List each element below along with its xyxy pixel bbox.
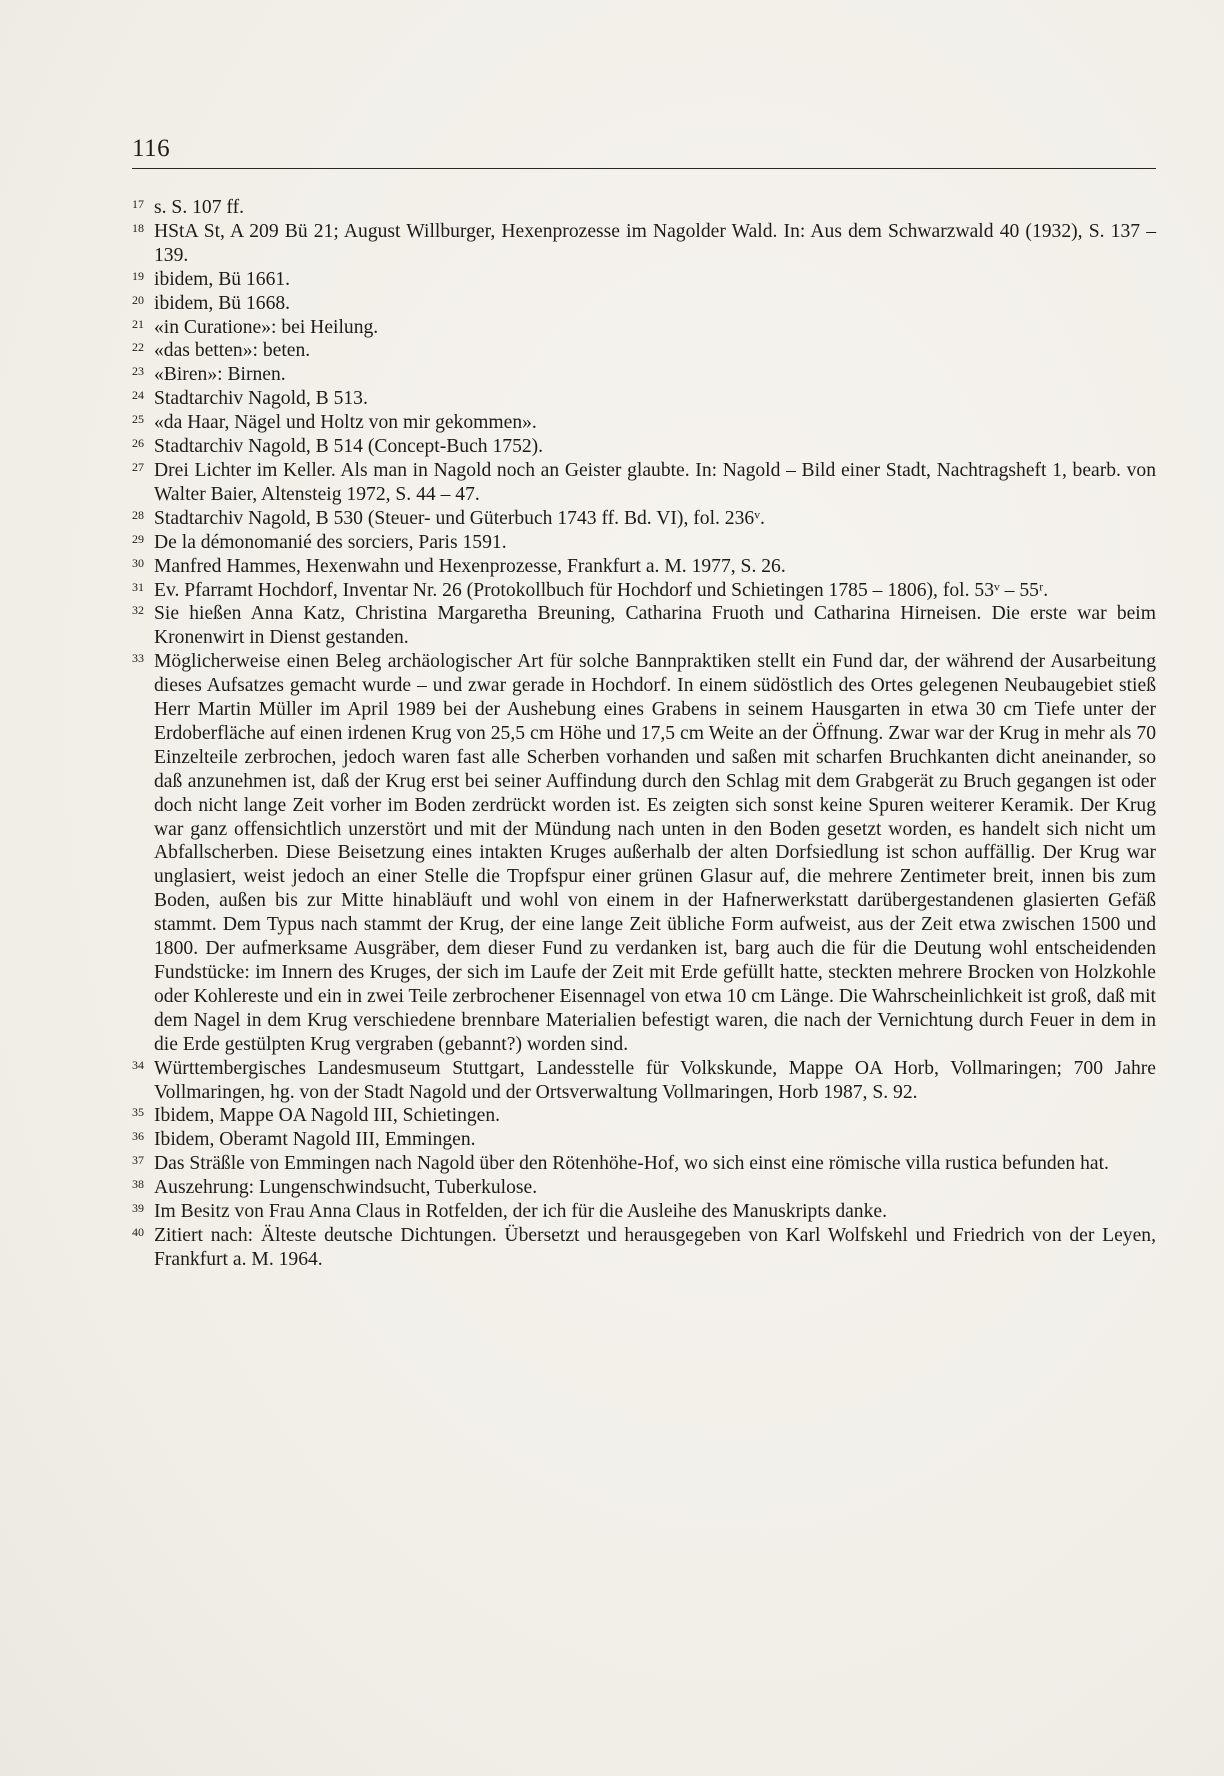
footnote-text: Ibidem, Mappe OA Nagold III, Schietingen. (154, 1105, 501, 1127)
footnote-number: 22 (132, 340, 144, 355)
footnote-31 (132, 579, 1156, 603)
footnote-number: 18 (132, 220, 144, 235)
footnote-text: Ibidem, Oberamt Nagold III, Emmingen. (154, 1129, 476, 1151)
footnote-37 (132, 1152, 1156, 1176)
footnote-40 (132, 1224, 1156, 1272)
footnote-number: 34 (132, 1057, 144, 1072)
footnote-number: 17 (132, 197, 144, 211)
footnote-20 (132, 292, 1156, 316)
footnote-17 (132, 196, 1156, 220)
footnote-text: «in Curatione»: bei Heilung. (154, 316, 379, 338)
footnote-number: 40 (132, 1224, 144, 1239)
footnote-number: 19 (132, 268, 144, 283)
footnote-18 (132, 220, 1156, 268)
footnote-35 (132, 1104, 1156, 1128)
footnote-text: ibidem, Bü 1661. (154, 268, 291, 290)
footnote-text: Stadtarchiv Nagold, B 530 (Steuer- und Güterbuch 1743 ff. Bd. VI), fol. 236ᵛ. (154, 507, 765, 529)
footnote-text: s. S. 107 ff. (154, 197, 244, 218)
footnote-list (132, 196, 1156, 1272)
footnote-number: 38 (132, 1177, 144, 1192)
footnote-number: 33 (132, 651, 144, 666)
footnote-text: Zitiert nach: Älteste deutsche Dichtungen. Übersetzt und herausgegeben von Karl Wolfskehl und Friedrich von der Leyen, Frankfurt a. M. 1964. (154, 1224, 1156, 1270)
footnote-number: 20 (132, 292, 144, 307)
footnote-text: ibidem, Bü 1668. (154, 292, 291, 314)
footnote-22 (132, 339, 1156, 363)
footnote-number: 29 (132, 531, 144, 546)
footnote-number: 26 (132, 436, 144, 451)
footnote-text: «da Haar, Nägel und Holtz von mir gekommen». (154, 412, 537, 434)
footnote-text: Manfred Hammes, Hexenwahn und Hexenprozesse, Frankfurt a. M. 1977, S. 26. (154, 555, 786, 577)
footnote-number: 36 (132, 1129, 144, 1144)
footnote-text: Stadtarchiv Nagold, B 514 (Concept-Buch 1752). (154, 436, 544, 458)
footnote-25 (132, 411, 1156, 435)
footnote-number: 30 (132, 555, 144, 570)
footnote-number: 31 (132, 579, 144, 594)
footnote-19 (132, 268, 1156, 292)
footnote-24 (132, 387, 1156, 411)
footnote-text: Stadtarchiv Nagold, B 513. (154, 388, 368, 410)
footnote-28 (132, 507, 1156, 531)
footnote-text: «Biren»: Birnen. (154, 364, 286, 386)
footnote-text: Im Besitz von Frau Anna Claus in Rotfelden, der ich für die Ausleihe des Manuskripts danke. (154, 1201, 887, 1223)
footnote-text: Das Sträßle von Emmingen nach Nagold über den Rötenhöhe-Hof, wo sich einst eine römische villa rustica befunden hat. (154, 1153, 1109, 1175)
footnote-number: 23 (132, 364, 144, 379)
footnote-text: HStA St, A 209 Bü 21; August Willburger, Hexenprozesse im Nagolder Wald. In: Aus dem Schwarzwald 40 (1932), S. 137 – 139. (154, 220, 1156, 266)
footnote-36 (132, 1128, 1156, 1152)
footnote-number: 25 (132, 412, 144, 427)
footnote-23 (132, 363, 1156, 387)
footnote-number: 39 (132, 1201, 144, 1216)
footnote-32 (132, 602, 1156, 650)
footnote-34 (132, 1057, 1156, 1105)
footnote-30 (132, 555, 1156, 579)
footnote-text: Möglicherweise einen Beleg archäologischer Art für solche Bannpraktiken stellt ein Fund dar, der während der Ausarbeitung dieses Aufsatzes gemacht wurde – und zwar gerade in Hochdorf. In einem südöstlich des Ortes gelegenen Neubaugebiet stieß Herr Martin Müller im April 1989 bei der Aushebung eines Grabens in seinem Hausgarten in etwa 30 cm Tiefe unter der Erdoberfläche auf einen irdenen Krug von 25,5 cm Höhe und 17,5 cm Weite an der Öffnung. Zwar war der Krug in mehr als 70 Einzelteile zerbrochen, jedoch waren fast alle Scherben vorhanden und saßen mit scharfen Bruchkanten dicht aneinander, so daß anzunehmen ist, daß der Krug erst bei seiner Auffindung durch den Schlag mit dem Grabgerät zu Bruch gegangen ist oder doch nicht lange Zeit vorher im Boden zerdrückt worden ist. Es zeigten sich sonst keine Spuren weiterer Keramik. Der Krug war ganz offensichtlich unzerstört und mit der Mündung nach unten in den Boden gesetzt worden, es handelt sich nicht um Abfallscherben. Diese Beisetzung eines intakten Kruges außerhalb der alten Dorfsiedlung ist schon auffällig. Der Krug war unglasiert, weist jedoch an einer Stelle die Tropfspur einer grünen Glasur auf, die mehrere Zentimeter breit, innen bis zum Boden, außen bis zur Mitte hinabläuft und wohl von einem in der Hafnerwerkstatt darübergestandenen glasierten Gefäß stammt. Dem Typus nach stammt der Krug, der eine lange Zeit übliche Form aufweist, aus der Zeit etwa zwischen 1500 und 1800. Der aufmerksame Ausgräber, dem dieser Fund zu verdanken ist, barg auch die für die Deutung wohl entscheidenden Fundstücke: im Innern des Kruges, der sich im Laufe der Zeit mit Erde gefüllt hatte, steckten mehrere Brocken von Holzkohle oder Kohlereste und ein in zwei Teile zerbrochener Eisennagel von etwa 10 cm Länge. Die Wahrscheinlichkeit ist groß, daß mit dem Nagel in dem Krug verschiedene brennbare Materialien befestigt waren, die nach der Vernichtung durch Feuer in dem in die Erde gestülpten Krug vergraben (gebannt?) worden sind. (154, 651, 1156, 1055)
footnote-21 (132, 316, 1156, 340)
footnote-text: Auszehrung: Lungenschwindsucht, Tuberkulose. (154, 1177, 538, 1199)
footnote-number: 21 (132, 316, 144, 331)
footnote-number: 28 (132, 507, 144, 522)
footnote-number: 37 (132, 1153, 144, 1168)
footnote-number: 35 (132, 1105, 144, 1120)
footnote-29 (132, 531, 1156, 555)
footnote-text: «das betten»: beten. (154, 340, 311, 362)
footnote-text: De la démonomanié des sorciers, Paris 1591. (154, 531, 507, 553)
footnote-38 (132, 1176, 1156, 1200)
footnote-text: Drei Lichter im Keller. Als man in Nagold noch an Geister glaubte. In: Nagold – Bild einer Stadt, Nachtragsheft 1, bearb. von Walter Baier, Altensteig 1972, S. 44 – 47. (154, 459, 1156, 505)
footnote-text: Ev. Pfarramt Hochdorf, Inventar Nr. 26 (Protokollbuch für Hochdorf und Schietingen 1785 – 1806), fol. 53ᵛ – 55ʳ. (154, 579, 1049, 601)
footnote-number: 32 (132, 603, 144, 618)
page-header (132, 135, 1156, 163)
footnote-number: 24 (132, 388, 144, 403)
footnote-number: 27 (132, 459, 144, 474)
footnote-33 (132, 650, 1156, 1056)
footnote-27 (132, 459, 1156, 507)
footnote-26 (132, 435, 1156, 459)
footnote-39 (132, 1200, 1156, 1224)
page-number: 116 (132, 135, 171, 162)
header-rule (132, 168, 1156, 169)
footnote-text: Sie hießen Anna Katz, Christina Margaretha Breuning, Catharina Fruoth und Catharina Hirneisen. Die erste war beim Kronenwirt in Dienst gestanden. (154, 603, 1156, 649)
footnote-text: Württembergisches Landesmuseum Stuttgart, Landesstelle für Volkskunde, Mappe OA Horb, Vollmaringen; 700 Jahre Vollmaringen, hg. von der Stadt Nagold und der Ortsverwaltung Vollmaringen, Horb 1987, S. 92. (154, 1057, 1156, 1103)
